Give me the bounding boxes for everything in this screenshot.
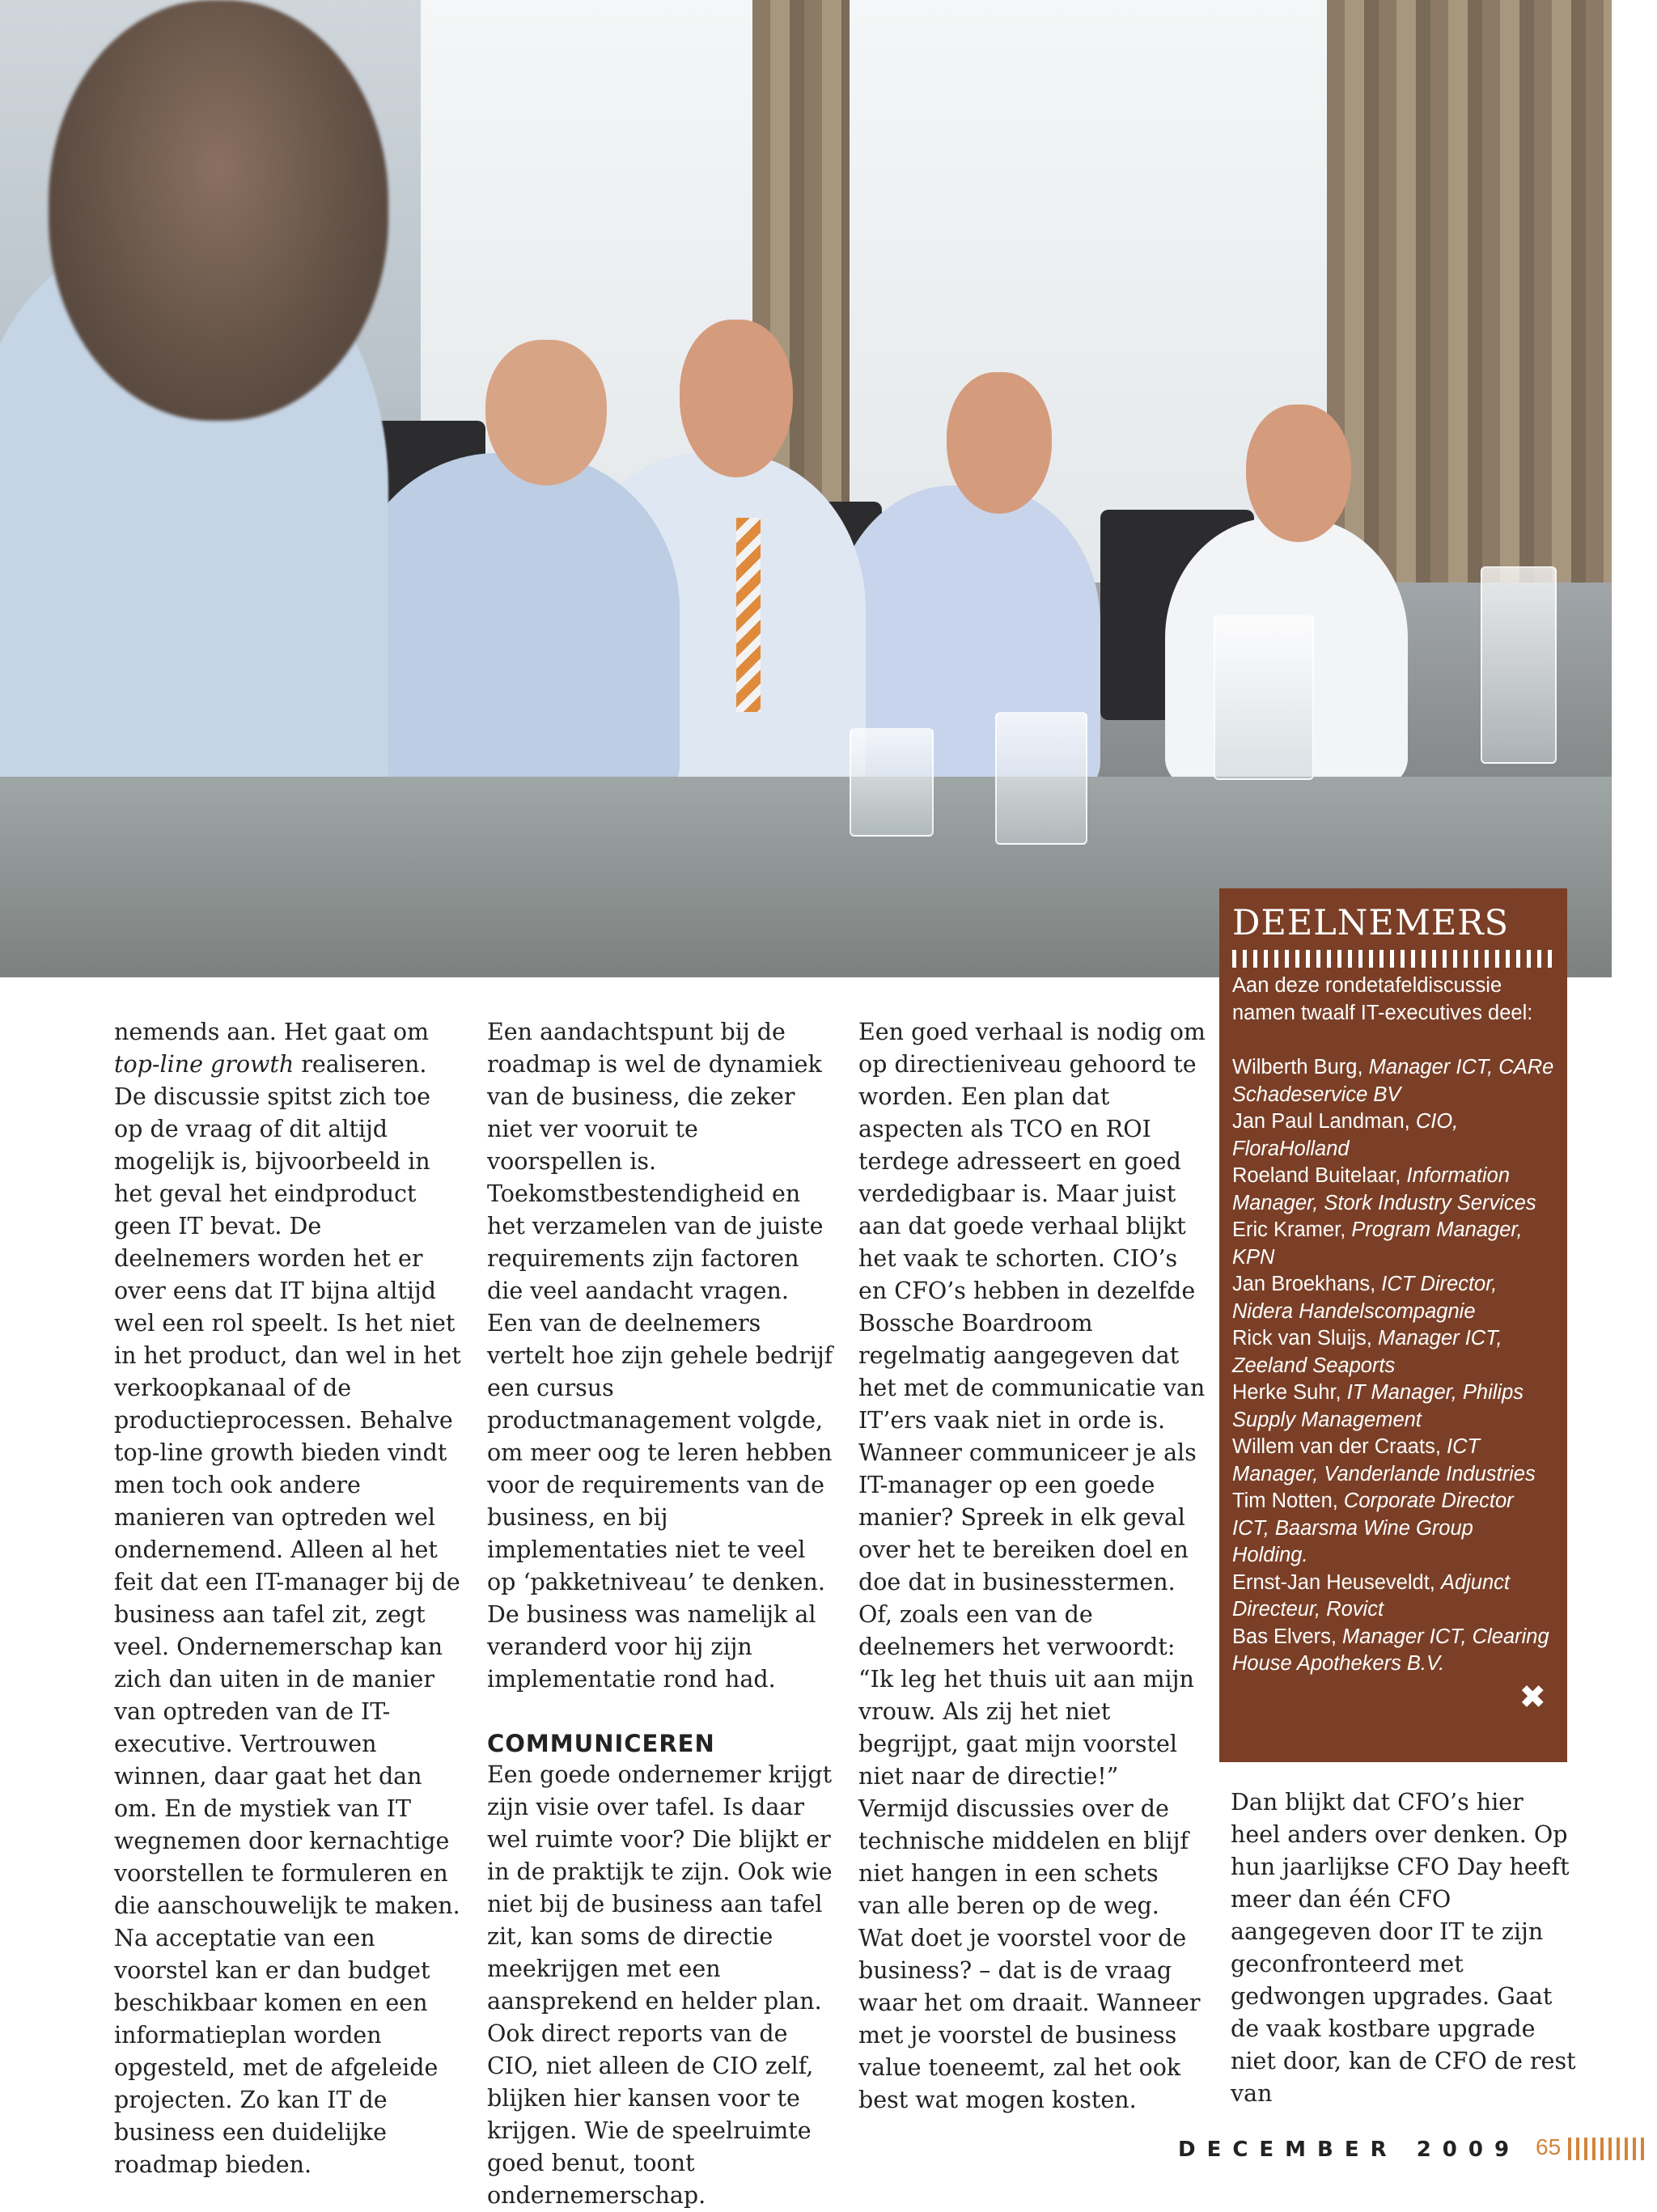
curtain-right (1327, 0, 1612, 583)
participant-entry (1232, 1217, 1554, 1271)
participant-name: Herke Suhr, (1232, 1381, 1347, 1404)
participant-role: IT Manager, Philips Supply Management (1232, 1381, 1524, 1431)
sidebar-title: DEELNEMERS (1232, 903, 1510, 943)
section-heading: COMMUNICEREN (487, 1730, 715, 1757)
participant-role: ICT Director, Nidera Handelscompagnie (1232, 1273, 1498, 1323)
participant-name: Rick van Sluijs, (1232, 1327, 1378, 1350)
participant-role: Information Manager, Stork Industry Services (1232, 1164, 1536, 1214)
person-head (485, 340, 607, 485)
participant-name: Eric Kramer, (1232, 1218, 1352, 1241)
end-mark-icon: ✖ (1519, 1679, 1546, 1716)
participant-role: CIO, FloraHolland (1232, 1110, 1459, 1160)
participant-name: Ernst-Jan Heuseveldt, (1232, 1570, 1441, 1594)
participant-entry (1232, 1570, 1554, 1624)
participant-name: Jan Paul Landman, (1232, 1110, 1416, 1133)
participant-name: Wilberth Burg, (1232, 1056, 1369, 1078)
participant-entry (1232, 1271, 1554, 1325)
participant-role: ICT Manager, Vanderlande Industries (1232, 1435, 1536, 1485)
tick-divider (1232, 950, 1554, 968)
person-shirt (348, 453, 680, 801)
emphasis: top-line growth (114, 1051, 295, 1078)
participant-name: Willem van der Craats, (1232, 1435, 1447, 1458)
paragraph: Een goed verhaal is nodig om op directieniveau gehoord te worden. Een plan dat aspecten als TCO en ROI terdege adresseert en goed verdedigbaar is. Maar juist aan dat goede verhaal blijkt het vaak te schorten. CIO’s en CFO’s hebben in dezelfde Bossche Boardroom regelmatig aangegeven dat het met de communicatie van IT’ers vaak niet in orde is. (858, 1019, 1206, 1434)
text-run: nemends aan. Het gaat om (114, 1019, 430, 1045)
paragraph: Een aandachtspunt bij de roadmap is wel de dynamiek van de business, die zeker niet ver vooruit te voorspellen is. Toekomstbestendigheid en het verzamelen van de juiste requirements zijn factoren die veel aandacht vragen. Een van de deelnemers vertelt hoe zijn gehele bedrijf een cursus productmanagement volgde, om meer oog te leren hebben voor de requirements van de business, en bij implementaties niet te veel op ‘pakketniveau’ te denken. De business was namelijk al veranderd voor hij zijn implementatie rond had. (487, 1019, 833, 1693)
article-column-4 (1231, 1786, 1579, 2110)
participant-entry (1232, 1434, 1554, 1488)
footer-tick-mark (1568, 2138, 1645, 2160)
participant-role: Adjunct Directeur, Rovict (1232, 1570, 1511, 1621)
participants-sidebar (1219, 888, 1567, 1762)
glass (995, 712, 1087, 845)
person-head (947, 372, 1052, 514)
participant-entry (1232, 1488, 1554, 1570)
paragraph (114, 1016, 462, 2181)
paragraph: Vermijd discussies over de technische middelen en blijf niet hangen in een schets van alle beren op de weg. Wat doet je voorstel voor de business? – dat is de vraag waar het om draait. Wanneer met je voorstel de business value toeneemt, zal het ook best wat mogen kosten. (858, 1795, 1201, 2113)
article-column-3 (858, 1016, 1206, 2117)
glass (1481, 566, 1557, 764)
participant-role: Program Manager, KPN (1232, 1218, 1523, 1269)
participant-role: Manager ICT, CARe Schadeservice BV (1232, 1056, 1554, 1106)
paragraph: Wanneer communiceer je als IT-manager op een goede manier? Spreek in elk geval over het te bereiken doel en doe dat in businesstermen. Of, zoals een van de deelnemers het verwoordt: “Ik leg het thuis uit aan mijn vrouw. Als zij het niet begrijpt, gaat mijn voorstel niet naar de directie!” (858, 1439, 1197, 1790)
article-column-2 (487, 1016, 835, 2212)
participant-role: Corporate Director ICT, Baarsma Wine Group Holding. (1232, 1489, 1514, 1566)
paragraph: Dan blijkt dat CFO’s hier heel anders over denken. Op hun jaarlijkse CFO Day heeft meer dan één CFO aangegeven door IT te zijn geconfronteerd met gedwongen upgrades. Gaat de vaak kostbare upgrade niet door, kan de CFO de rest van (1231, 1789, 1576, 2107)
foreground-person-head (49, 0, 388, 421)
person-tie (736, 518, 761, 712)
paragraph: Een goede ondernemer krijgt zijn visie over tafel. Is daar wel ruimte voor? Die blijkt er in de praktijk te zijn. Ook wie niet bij de business aan tafel zit, kan soms de directie meekrijgen met een aansprekend en helder plan. Ook direct reports van de CIO, niet alleen de CIO zelf, blijken hier kansen voor te krijgen. Wie de speelruimte goed benut, toont ondernemerschap. (487, 1761, 833, 2209)
sidebar-intro: Aan deze rondetafeldiscussie namen twaalf IT-executives deel: (1232, 974, 1533, 1024)
glass (1214, 615, 1314, 780)
issue-date: DECEMBER 2009 (1178, 2138, 1521, 2162)
participant-name: Roeland Buitelaar, (1232, 1164, 1407, 1187)
person-head (1246, 405, 1351, 542)
participant-entry (1232, 1379, 1554, 1434)
participant-role: Manager ICT, Clearing House Apothekers B.V. (1232, 1625, 1549, 1675)
glass (850, 728, 934, 837)
participant-name: Tim Notten, (1232, 1489, 1344, 1512)
article-column-1 (114, 1016, 462, 2181)
person-head (680, 320, 793, 477)
participant-entry (1232, 1163, 1554, 1217)
participant-name: Jan Broekhans, (1232, 1273, 1382, 1295)
header-photo (0, 0, 1612, 977)
participant-role: Manager ICT, Zeeland Seaports (1232, 1327, 1502, 1377)
participant-entry (1232, 1624, 1554, 1678)
participant-entry (1232, 1108, 1554, 1163)
participant-name: Bas Elvers, (1232, 1625, 1343, 1648)
participant-entry (1232, 1054, 1554, 1108)
page-number: 65 (1536, 2134, 1562, 2159)
participant-entry (1232, 1325, 1554, 1379)
participant-list (1232, 1054, 1554, 1678)
text-run: realiseren. De discussie spitst zich toe op de vraag of dit altijd mogelijk is, bijvoorbeeld in het geval het eindproduct geen IT bevat. De deelnemers worden het er over eens dat IT bijna altijd wel een rol speelt. Is het niet in het product, dan wel in het verkoopkanaal of de productieprocessen. Behalve top-line growth bieden vindt men toch ook andere manieren van optreden wel ondernemend. Alleen al het feit dat een IT-manager bij de business aan tafel zit, zegt veel. Ondernemerschap kan zich dan uiten in de manier van optreden van de IT-executive. Vertrouwen winnen, daar gaat het dan om. En de mystiek van IT wegnemen door kernachtige voorstellen te formuleren en die aanschouwelijk te maken. Na acceptatie van een voorstel kan er dan budget beschikbaar komen en een informatieplan worden opgesteld, met de afgeleide projecten. Zo kan IT de business een duidelijke roadmap bieden. (114, 1051, 461, 2178)
